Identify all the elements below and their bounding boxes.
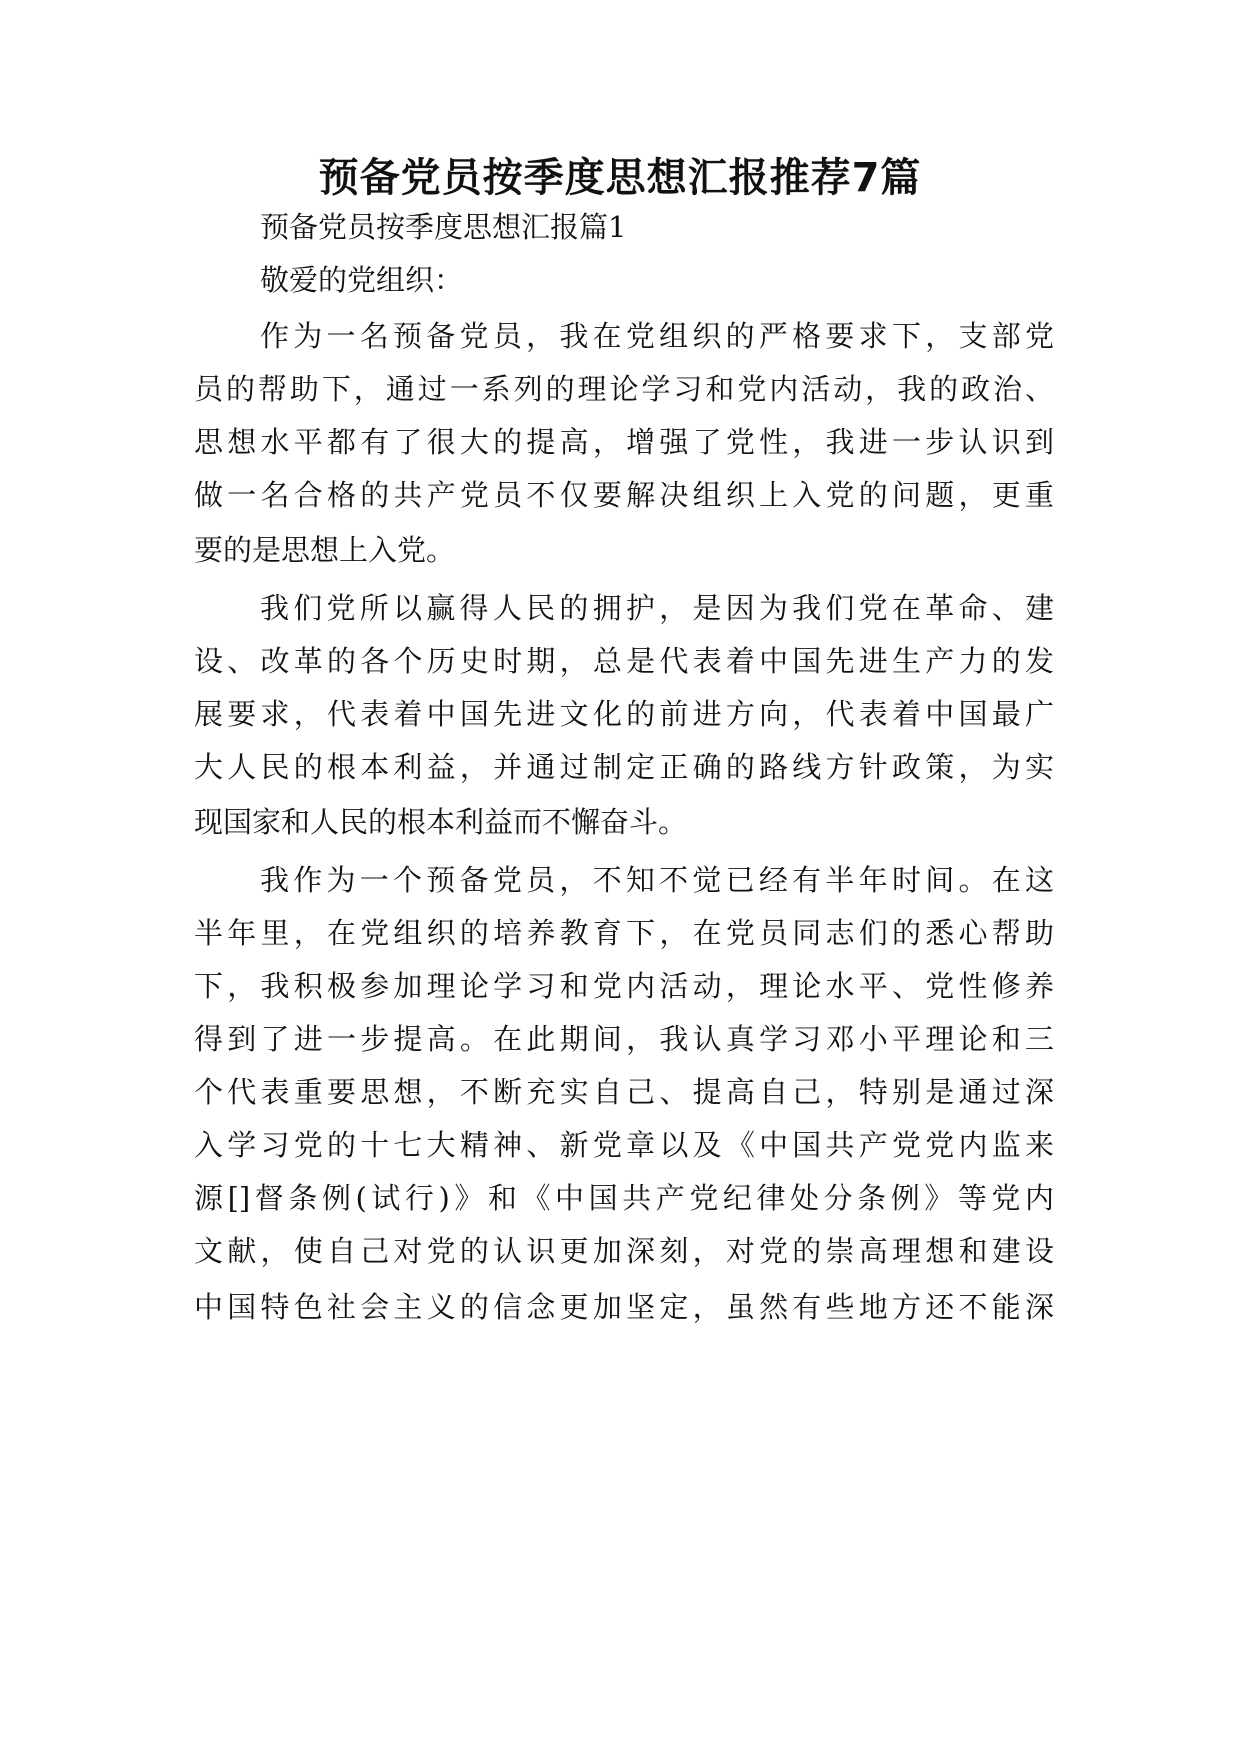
paragraph-2-line-2: 设、改革的各个历史时期，总是代表着中国先进生产力的发: [194, 644, 1054, 678]
paragraph-3-line-4: 得到了进一步提高。在此期间，我认真学习邓小平理论和三: [194, 1022, 1054, 1056]
paragraph-3-line-7: 源[]督条例(试行)》和《中国共产党纪律处分条例》等党内: [194, 1181, 1054, 1215]
paragraph-1-line-3: 思想水平都有了很大的提高，增强了党性，我进一步认识到: [194, 425, 1054, 459]
paragraph-3-line-8: 文献，使自己对党的认识更加深刻，对党的崇高理想和建设: [194, 1234, 1054, 1268]
paragraph-3-line-9: 中国特色社会主义的信念更加坚定，虽然有些地方还不能深: [194, 1290, 1054, 1324]
paragraph-2-line-4: 大人民的根本利益，并通过制定正确的路线方针政策，为实: [194, 750, 1054, 784]
paragraph-2-line-3: 展要求，代表着中国先进文化的前进方向，代表着中国最广: [194, 697, 1054, 731]
paragraph-2-line-5: 现国家和人民的根本利益而不懈奋斗。: [194, 805, 688, 839]
paragraph-3-line-1: 我作为一个预备党员，不知不觉已经有半年时间。在这: [260, 863, 1054, 897]
paragraph-1-line-1: 作为一名预备党员，我在党组织的严格要求下，支部党: [260, 319, 1054, 353]
paragraph-1-line-4: 做一名合格的共产党员不仅要解决组织上入党的问题，更重: [194, 478, 1054, 512]
paragraph-3-line-6: 入学习党的十七大精神、新党章以及《中国共产党党内监来: [194, 1128, 1054, 1162]
paragraph-3-line-5: 个代表重要思想，不断充实自己、提高自己，特别是通过深: [194, 1075, 1054, 1109]
document-title: 预备党员按季度思想汇报推荐7篇: [318, 155, 922, 201]
paragraph-1-line-2: 员的帮助下，通过一系列的理论学习和党内活动，我的政治、: [194, 372, 1054, 406]
salutation: 敬爱的党组织：: [260, 263, 464, 297]
paragraph-3-line-2: 半年里，在党组织的培养教育下，在党员同志们的悉心帮助: [194, 916, 1054, 950]
section-heading: 预备党员按季度思想汇报篇1: [260, 210, 627, 244]
paragraph-3-line-3: 下，我积极参加理论学习和党内活动，理论水平、党性修养: [194, 969, 1054, 1003]
paragraph-1-line-5: 要的是思想上入党。: [194, 533, 456, 567]
paragraph-2-line-1: 我们党所以赢得人民的拥护，是因为我们党在革命、建: [260, 591, 1054, 625]
